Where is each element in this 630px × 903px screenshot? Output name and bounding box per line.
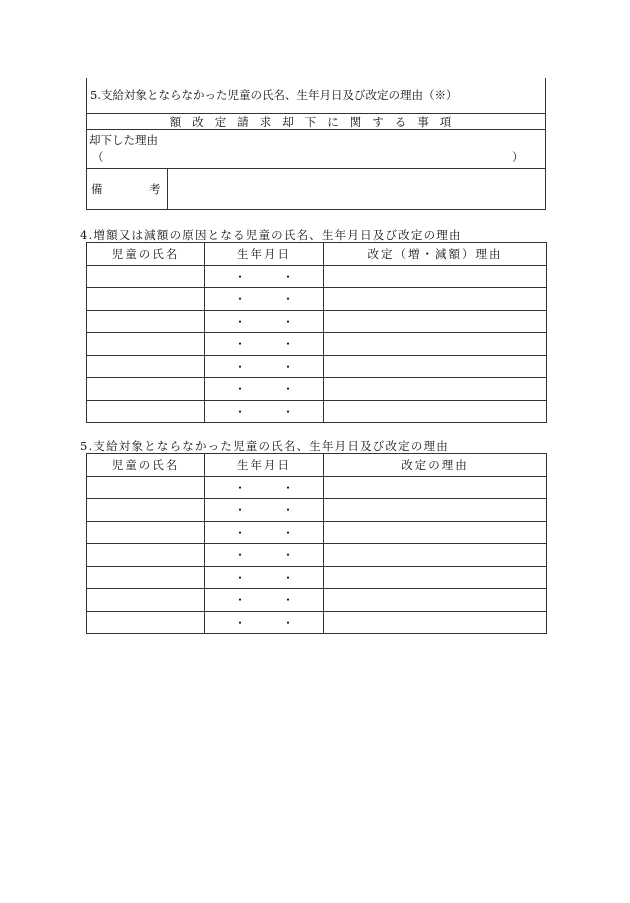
remarks-label-char2: 考 <box>149 182 161 196</box>
section5-child-name-cell[interactable] <box>87 476 205 499</box>
date-separator-dot: ・ <box>233 314 246 329</box>
section5-reason-cell[interactable] <box>324 544 547 567</box>
section4-child-name-cell[interactable] <box>87 288 205 311</box>
section5-child-name-cell[interactable] <box>87 499 205 522</box>
section5-birthdate-cell[interactable] <box>205 566 324 589</box>
section5-reason-cell[interactable] <box>324 589 547 612</box>
section4-col-reason: 改定（増・減額）理由 <box>324 243 547 266</box>
section5-child-name-cell[interactable] <box>87 589 205 612</box>
section4-birthdate-cell[interactable] <box>205 400 324 423</box>
date-separator-dot: ・ <box>282 480 295 495</box>
section4-reason-cell[interactable] <box>324 378 547 401</box>
date-separator-dot: ・ <box>233 503 246 518</box>
section4-table-row <box>87 288 547 311</box>
section4-reason-cell[interactable] <box>324 265 547 288</box>
section4-child-name-cell[interactable] <box>87 310 205 333</box>
rejection-section-header: 額改定請求却下に関する事項 <box>169 115 463 129</box>
section4-table-row <box>87 310 547 333</box>
section4-reason-cell[interactable] <box>324 310 547 333</box>
section4-child-name-cell[interactable] <box>87 400 205 423</box>
date-separator-dot: ・ <box>233 615 246 630</box>
section4-child-name-cell[interactable] <box>87 355 205 378</box>
section5-reason-cell[interactable] <box>324 611 547 634</box>
date-separator-dot: ・ <box>282 292 295 307</box>
section4-table <box>86 242 547 423</box>
section4-birthdate-cell[interactable] <box>205 378 324 401</box>
section5-birthdate-cell[interactable] <box>205 544 324 567</box>
section5-birthdate-cell[interactable] <box>205 521 324 544</box>
remarks-field[interactable] <box>168 169 545 209</box>
date-separator-dot: ・ <box>233 593 246 608</box>
date-separator-dot: ・ <box>282 382 295 397</box>
section5-col-birthdate: 生年月日 <box>205 454 324 477</box>
section4-table-row <box>87 400 547 423</box>
section4-reason-cell[interactable] <box>324 400 547 423</box>
date-separator-dot: ・ <box>233 404 246 419</box>
date-separator-dot: ・ <box>282 593 295 608</box>
section5-table-row <box>87 589 547 612</box>
rejection-reason-paren-close: ） <box>512 150 524 164</box>
rejection-reason-paren-open: （ <box>92 150 104 164</box>
date-separator-dot: ・ <box>282 503 295 518</box>
section4-reason-cell[interactable] <box>324 288 547 311</box>
date-separator-dot: ・ <box>233 292 246 307</box>
date-separator-dot: ・ <box>282 525 295 540</box>
date-separator-dot: ・ <box>282 615 295 630</box>
section5-birthdate-cell[interactable] <box>205 611 324 634</box>
section4-heading: 4.増額又は減額の原因となる児童の氏名、生年月日及び改定の理由 <box>80 228 462 242</box>
section5-child-name-cell[interactable] <box>87 566 205 589</box>
section4-table-row <box>87 265 547 288</box>
date-separator-dot: ・ <box>233 570 246 585</box>
section5-child-name-cell[interactable] <box>87 521 205 544</box>
section4-table-row <box>87 378 547 401</box>
section4-child-name-cell[interactable] <box>87 378 205 401</box>
date-separator-dot: ・ <box>233 548 246 563</box>
remarks-label-char1: 備 <box>91 182 103 196</box>
section4-col-birthdate: 生年月日 <box>205 243 324 266</box>
section5-col-name: 児童の氏名 <box>87 454 205 477</box>
section5-child-name-cell[interactable] <box>87 544 205 567</box>
section5-reason-cell[interactable] <box>324 476 547 499</box>
date-separator-dot: ・ <box>233 480 246 495</box>
section5-table-row <box>87 611 547 634</box>
section4-birthdate-cell[interactable] <box>205 355 324 378</box>
section5-birthdate-cell[interactable] <box>205 589 324 612</box>
section4-reason-cell[interactable] <box>324 355 547 378</box>
date-separator-dot: ・ <box>233 382 246 397</box>
top-row5-heading: 5.支給対象とならなかった児童の氏名、生年月日及び改定の理由（※） <box>90 88 458 102</box>
section4-table-row <box>87 355 547 378</box>
section4-reason-cell[interactable] <box>324 333 547 356</box>
section5-col-reason: 改定の理由 <box>324 454 547 477</box>
rejection-reason-label: 却下した理由 <box>89 133 158 147</box>
section4-col-name: 児童の氏名 <box>87 243 205 266</box>
section4-birthdate-cell[interactable] <box>205 288 324 311</box>
date-separator-dot: ・ <box>282 404 295 419</box>
date-separator-dot: ・ <box>233 337 246 352</box>
date-separator-dot: ・ <box>282 314 295 329</box>
section5-table <box>86 453 547 634</box>
section5-table-row <box>87 499 547 522</box>
section4-child-name-cell[interactable] <box>87 265 205 288</box>
section4-birthdate-cell[interactable] <box>205 310 324 333</box>
section5-child-name-cell[interactable] <box>87 611 205 634</box>
date-separator-dot: ・ <box>233 525 246 540</box>
section5-reason-cell[interactable] <box>324 499 547 522</box>
section5-reason-cell[interactable] <box>324 521 547 544</box>
date-separator-dot: ・ <box>282 548 295 563</box>
date-separator-dot: ・ <box>233 359 246 374</box>
section4-birthdate-cell[interactable] <box>205 265 324 288</box>
section5-table-row <box>87 544 547 567</box>
date-separator-dot: ・ <box>282 570 295 585</box>
section5-reason-cell[interactable] <box>324 566 547 589</box>
date-separator-dot: ・ <box>282 337 295 352</box>
section4-birthdate-cell[interactable] <box>205 333 324 356</box>
date-separator-dot: ・ <box>282 269 295 284</box>
section5-table-row <box>87 476 547 499</box>
section4-child-name-cell[interactable] <box>87 333 205 356</box>
section5-birthdate-cell[interactable] <box>205 499 324 522</box>
section5-table-row <box>87 566 547 589</box>
section5-birthdate-cell[interactable] <box>205 476 324 499</box>
date-separator-dot: ・ <box>233 269 246 284</box>
section5-table-row <box>87 521 547 544</box>
date-separator-dot: ・ <box>282 359 295 374</box>
section4-table-row <box>87 333 547 356</box>
section5-heading: 5.支給対象とならなかった児童の氏名、生年月日及び改定の理由 <box>80 439 449 453</box>
